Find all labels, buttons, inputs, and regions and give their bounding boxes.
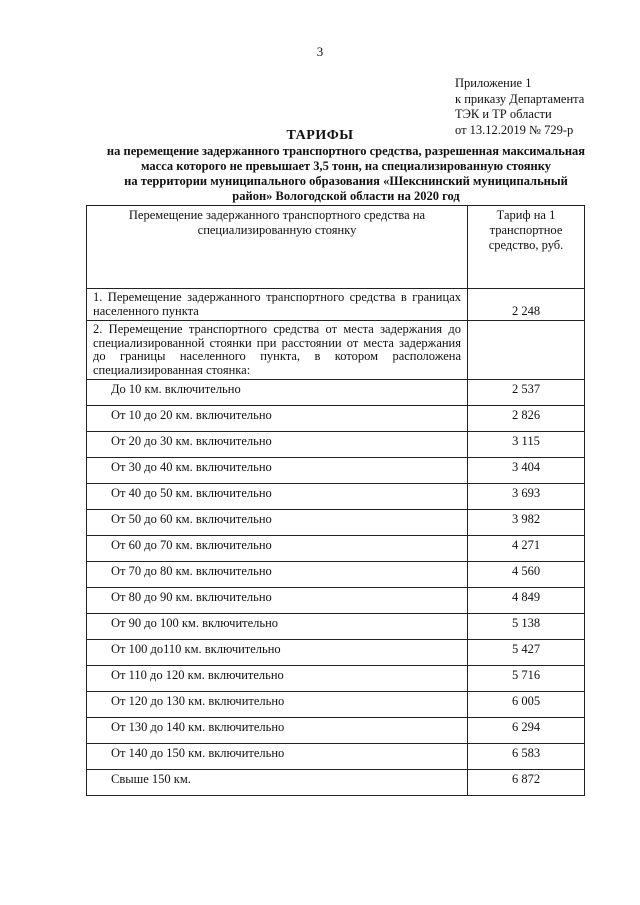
page-number: 3 <box>316 44 324 59</box>
row-tariff: 5 427 <box>468 640 585 666</box>
row-tariff: 4 271 <box>468 536 585 562</box>
row-description: От 130 до 140 км. включительно <box>87 718 468 744</box>
row-description: От 20 до 30 км. включительно <box>87 432 468 458</box>
row-tariff: 2 248 <box>468 289 585 321</box>
table-row <box>87 510 585 536</box>
row-description: От 100 до110 км. включительно <box>87 640 468 666</box>
row-description: До 10 км. включительно <box>87 380 468 406</box>
header-tariff: Тариф на 1 транспортное средство, руб. <box>468 206 585 289</box>
table-row <box>87 770 585 796</box>
row-description: От 30 до 40 км. включительно <box>87 458 468 484</box>
row-tariff: 2 826 <box>468 406 585 432</box>
table-row <box>87 458 585 484</box>
document-subtitle <box>96 144 596 204</box>
table-row <box>87 536 585 562</box>
appendix-line: ТЭК и ТР области <box>455 107 552 121</box>
table-row <box>87 380 585 406</box>
row-tariff-empty <box>468 321 585 380</box>
tariff-table <box>86 205 585 796</box>
table-row <box>87 692 585 718</box>
row-description: От 40 до 50 км. включительно <box>87 484 468 510</box>
row-tariff: 6 294 <box>468 718 585 744</box>
row-tariff: 6 005 <box>468 692 585 718</box>
row-description: От 80 до 90 км. включительно <box>87 588 468 614</box>
row-description: От 90 до 100 км. включительно <box>87 614 468 640</box>
row-tariff: 3 404 <box>468 458 585 484</box>
row-description: От 110 до 120 км. включительно <box>87 666 468 692</box>
table-row <box>87 614 585 640</box>
table-row <box>87 744 585 770</box>
row-description: 1. Перемещение задержанного транспортного средства в границах населенного пункта <box>87 289 468 321</box>
header-description: Перемещение задержанного транспортного средства на специализированную стоянку <box>87 206 468 289</box>
row-description: От 50 до 60 км. включительно <box>87 510 468 536</box>
row-description: От 60 до 70 км. включительно <box>87 536 468 562</box>
row-description: От 70 до 80 км. включительно <box>87 562 468 588</box>
table-row <box>87 640 585 666</box>
row-description: От 140 до 150 км. включительно <box>87 744 468 770</box>
table-group-row <box>87 321 585 380</box>
table-header-row <box>87 206 585 289</box>
table-row <box>87 562 585 588</box>
table-row <box>87 718 585 744</box>
row-tariff: 5 716 <box>468 666 585 692</box>
row-description: 2. Перемещение транспортного средства от места задержания до специализированной стоянки при расстоянии от места задержания до границы населенного пункта, в котором расположена специализированная стоянка: <box>87 321 468 380</box>
table-row <box>87 432 585 458</box>
row-tariff: 3 115 <box>468 432 585 458</box>
appendix-line: Приложение 1 <box>455 76 532 90</box>
subtitle-line: масса которого не превышает 3,5 тонн, на специализированную стоянку <box>140 159 551 173</box>
subtitle-line: на перемещение задержанного транспортного средства, разрешенная максимальная <box>106 144 586 158</box>
table-row <box>87 406 585 432</box>
subtitle-line: район» Вологодской области на 2020 год <box>232 189 460 203</box>
appendix-line: от 13.12.2019 № 729-р <box>455 122 574 137</box>
row-tariff: 5 138 <box>468 614 585 640</box>
appendix-line: к приказу Департамента <box>455 91 585 106</box>
row-description: От 120 до 130 км. включительно <box>87 692 468 718</box>
row-tariff: 6 583 <box>468 744 585 770</box>
table-row <box>87 588 585 614</box>
row-tariff: 4 560 <box>468 562 585 588</box>
row-tariff: 6 872 <box>468 770 585 796</box>
row-tariff: 3 982 <box>468 510 585 536</box>
table-row <box>87 666 585 692</box>
table-row <box>87 289 585 321</box>
subtitle-line: на территории муниципального образования «Шекснинский муниципальный <box>124 174 568 188</box>
row-tariff: 4 849 <box>468 588 585 614</box>
row-tariff: 3 693 <box>468 484 585 510</box>
row-tariff: 2 537 <box>468 380 585 406</box>
row-description: Свыше 150 км. <box>87 770 468 796</box>
document-title: ТАРИФЫ <box>286 128 354 143</box>
table-row <box>87 484 585 510</box>
row-description: От 10 до 20 км. включительно <box>87 406 468 432</box>
